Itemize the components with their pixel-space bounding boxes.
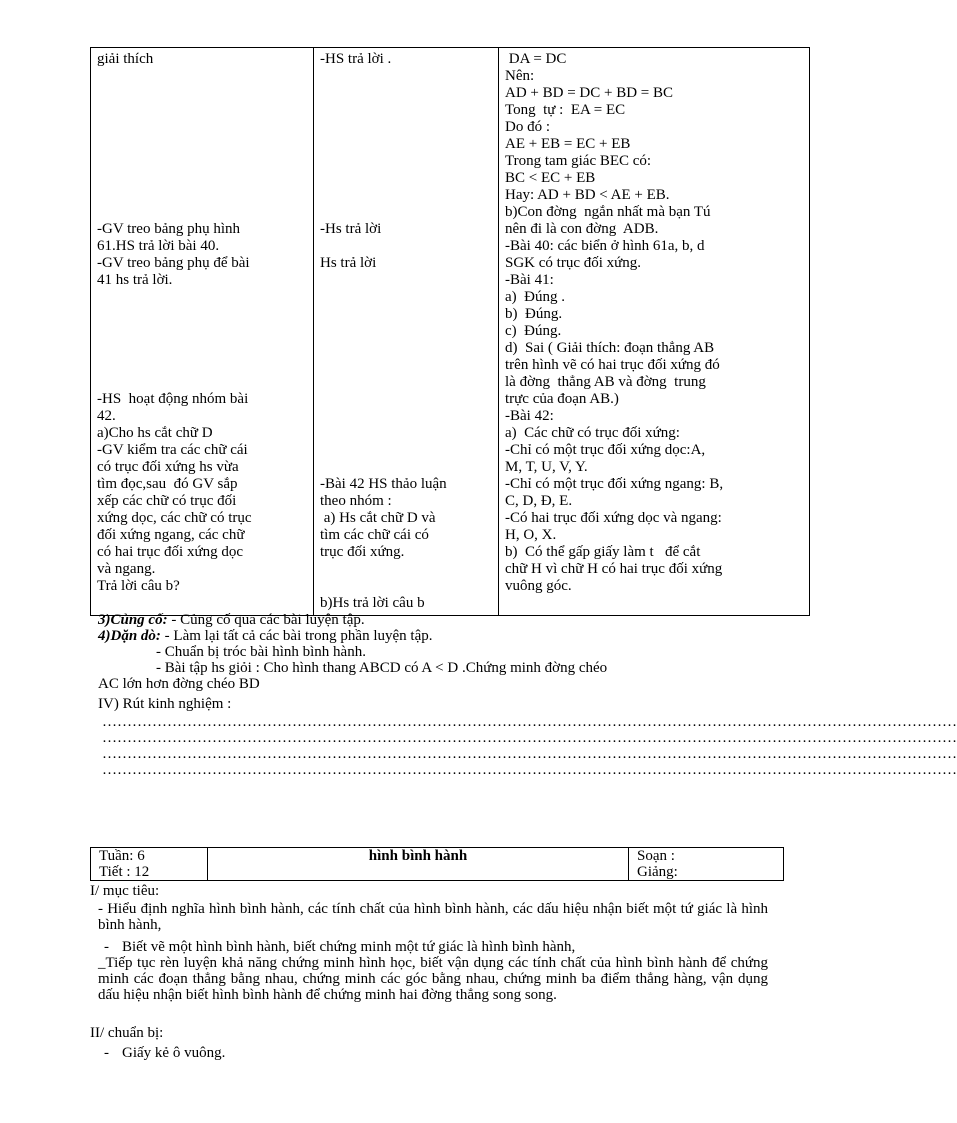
table-line: Do đó : [505, 119, 550, 135]
table-line: -GV treo bảng phụ để bài [97, 255, 250, 271]
table-line [97, 204, 307, 221]
table-line [320, 306, 492, 323]
table-line [97, 102, 307, 119]
table-line: tìm đọc,sau đó GV sắp [97, 476, 238, 492]
table-line [320, 272, 492, 289]
preparation-item-text: Giấy kẻ ô vuông. [122, 1045, 226, 1061]
table-line [97, 119, 307, 136]
table-line: b) Đúng. [505, 306, 563, 322]
table-line [320, 425, 492, 442]
table-line [97, 85, 307, 102]
dots-line: ……………………………………………………………………………………………………………………………………………………… [102, 746, 957, 762]
table-line [320, 68, 492, 85]
table-line [97, 306, 307, 323]
table-line: AD + BD = DC + BD = BC [505, 85, 674, 101]
table-line: Hs trả lời [320, 255, 377, 271]
homework-line-1: - Làm lại tất cả các bài trong phần luyện tập. [160, 628, 433, 644]
table-line [320, 374, 492, 391]
table-line [97, 153, 307, 170]
table-line: c) Đúng. [505, 323, 562, 339]
table-line: -Bài 42 HS thảo luận [320, 476, 447, 492]
table-line: -Hs trả lời [320, 221, 382, 237]
table-line [320, 391, 492, 408]
table-line: Nên: [505, 68, 535, 84]
table-line: -HS trả lời . [320, 51, 392, 67]
table-line [97, 289, 307, 306]
table-line [320, 119, 492, 136]
table-line: a)Cho hs cắt chữ D [97, 425, 213, 441]
objective-2-text: Biết vẽ một hình bình hành, biết chứng minh một tứ giác là hình bình hành, [122, 939, 576, 955]
table-line: và ngang. [97, 561, 156, 577]
experience-dots [102, 714, 957, 778]
table-line [320, 187, 492, 204]
table-line [320, 136, 492, 153]
table-line: a) Đúng . [505, 289, 565, 305]
table-line: b)Hs trả lời câu b [320, 595, 425, 611]
content-cell [499, 48, 810, 616]
table-line: DA = DC [505, 51, 567, 67]
table-line: theo nhóm : [320, 493, 392, 509]
table-line [320, 204, 492, 221]
preparation-item [98, 1045, 778, 1061]
table-line: -GV kiểm tra các chữ cái [97, 442, 248, 458]
table-line: nên đi là con đờng ADB. [505, 221, 659, 237]
student-activity-lines [320, 51, 492, 612]
table-line [320, 442, 492, 459]
table-line: -Chỉ có một trục đối xứng ngang: B, [505, 476, 724, 492]
table-line: -Bài 41: [505, 272, 554, 288]
table-line: Trong tam giác BEC có: [505, 153, 652, 169]
table-line: -Có hai trục đối xứng dọc và ngang: [505, 510, 722, 526]
table-line [320, 357, 492, 374]
table-line: -HS hoạt động nhóm bài [97, 391, 249, 407]
table-line: d) Sai ( Giải thích: đoạn thẳng AB [505, 340, 715, 356]
table-line: AE + EB = EC + EB [505, 136, 631, 152]
table-line: là đờng thẳng AB và đờng trung [505, 374, 706, 390]
table-line: tìm các chữ cái có [320, 527, 429, 543]
lesson-header-table [90, 847, 784, 881]
experience-heading: IV) Rút kinh nghiệm : [98, 696, 232, 712]
consolidation-text: - Củng cố qua các bài luyện tập. [167, 612, 365, 628]
table-row [91, 48, 810, 616]
table-line [97, 170, 307, 187]
table-line [97, 357, 307, 374]
prepared-label: Soạn : [637, 848, 675, 864]
homework-line-2: - Chuẩn bị tróc bài hình bình hành. [156, 644, 366, 660]
homework-label: 4)Dặn dò: [98, 628, 161, 644]
table-line [97, 136, 307, 153]
table-line: chữ H vì chữ H có hai trục đối xứng [505, 561, 723, 577]
table-line: -Bài 40: các biển ở hình 61a, b, d [505, 238, 705, 254]
content-lines [505, 51, 803, 595]
table-line: C, D, Đ, E. [505, 493, 573, 509]
table-line: trục đối xứng. [320, 544, 405, 560]
table-line: a) Các chữ có trục đối xứng: [505, 425, 680, 441]
table-line [320, 459, 492, 476]
lesson-title: hình bình hành [208, 848, 629, 881]
table-line [97, 187, 307, 204]
objective-3: _Tiếp tục rèn luyện khả năng chứng minh hình học, biết vận dụng các tính chất của hình bình hành để chứng minh các đoạn thẳng bằng nhau, chứng minh các góc bằng nhau, chứng minh ba điểm thẳng hàng, vận dụng dấu hiệu nhận biết hình bình hành để chứng minh hai đờng thẳng song song. [98, 955, 768, 1003]
consolidation-line [98, 612, 768, 628]
consolidation-label: 3)Củng cố: [98, 612, 168, 628]
table-line: trực của đoạn AB.) [505, 391, 619, 407]
homework-block [98, 628, 768, 692]
table-line: giải thích [97, 51, 154, 67]
table-line: -GV treo bảng phụ hình [97, 221, 241, 237]
table-line: SGK có trục đối xứng. [505, 255, 642, 271]
table-line: b)Con đờng ngắn nhất mà bạn Tú [505, 204, 711, 220]
table-line: -Bài 42: [505, 408, 554, 424]
table-line: trên hình vẽ có hai trục đối xứng đó [505, 357, 720, 373]
objective-1: - Hiểu định nghĩa hình bình hành, các tính chất của hình bình hành, các dấu hiệu nhận biết một tứ giác là hình bình hành, [98, 901, 768, 933]
week-period-cell [91, 848, 208, 881]
table-line: Trả lời câu b? [97, 578, 180, 594]
table-line [97, 323, 307, 340]
period-label: Tiết : 12 [99, 864, 150, 880]
table-line: vuông góc. [505, 578, 572, 594]
table-line: có trục đối xứng hs vừa [97, 459, 239, 475]
table-line [320, 561, 492, 578]
table-line: BC < EC + EB [505, 170, 596, 186]
table-line [320, 408, 492, 425]
teacher-activity-cell [91, 48, 314, 616]
student-activity-cell [314, 48, 499, 616]
table-line [320, 289, 492, 306]
table-line: đối xứng ngang, các chữ [97, 527, 245, 543]
table-line: H, O, X. [505, 527, 557, 543]
homework-line-3: - Bài tập hs giỏi : Cho hình thang ABCD có A < D .Chứng minh đờng chéo [156, 660, 608, 676]
week-label: Tuần: 6 [99, 848, 145, 864]
table-line [320, 85, 492, 102]
homework-line-4: AC lớn hơn đờng chéo BD [98, 676, 260, 692]
table-line: -Chỉ có một trục đối xứng dọc:A, [505, 442, 706, 458]
table-line: xứng dọc, các chữ có trục [97, 510, 252, 526]
table-line [97, 340, 307, 357]
table-line [320, 578, 492, 595]
table-line: xếp các chữ có trục đối [97, 493, 237, 509]
lesson-table [90, 47, 810, 616]
table-line [97, 374, 307, 391]
dots-line: ……………………………………………………………………………………………………………………………………………………… [102, 762, 957, 778]
dots-line: ……………………………………………………………………………………………………………………………………………………… [102, 730, 957, 746]
table-line: a) Hs cắt chữ D và [320, 510, 436, 526]
table-line [320, 153, 492, 170]
table-line [320, 238, 492, 255]
table-line: 42. [97, 408, 116, 424]
table-line: b) Có thể gấp giấy làm t để cắt [505, 544, 701, 560]
table-line: 61.HS trả lời bài 40. [97, 238, 220, 254]
table-line: 41 hs trả lời. [97, 272, 173, 288]
table-line: có hai trục đối xứng dọc [97, 544, 244, 560]
objectives-heading: I/ mục tiêu: [90, 883, 160, 899]
table-line [320, 340, 492, 357]
teacher-activity-lines [97, 51, 307, 595]
dots-line: ……………………………………………………………………………………………………………………………………………………… [102, 714, 957, 730]
preparation-heading: II/ chuẩn bị: [90, 1025, 164, 1041]
table-line [320, 102, 492, 119]
table-line [320, 323, 492, 340]
table-line [320, 170, 492, 187]
table-line: Tong tự : EA = EC [505, 102, 626, 118]
dates-cell [629, 848, 784, 881]
taught-label: Giảng: [637, 864, 678, 880]
table-line: Hay: AD + BD < AE + EB. [505, 187, 670, 203]
table-line [97, 68, 307, 85]
table-line: M, T, U, V, Y. [505, 459, 588, 475]
objective-2 [98, 939, 768, 955]
